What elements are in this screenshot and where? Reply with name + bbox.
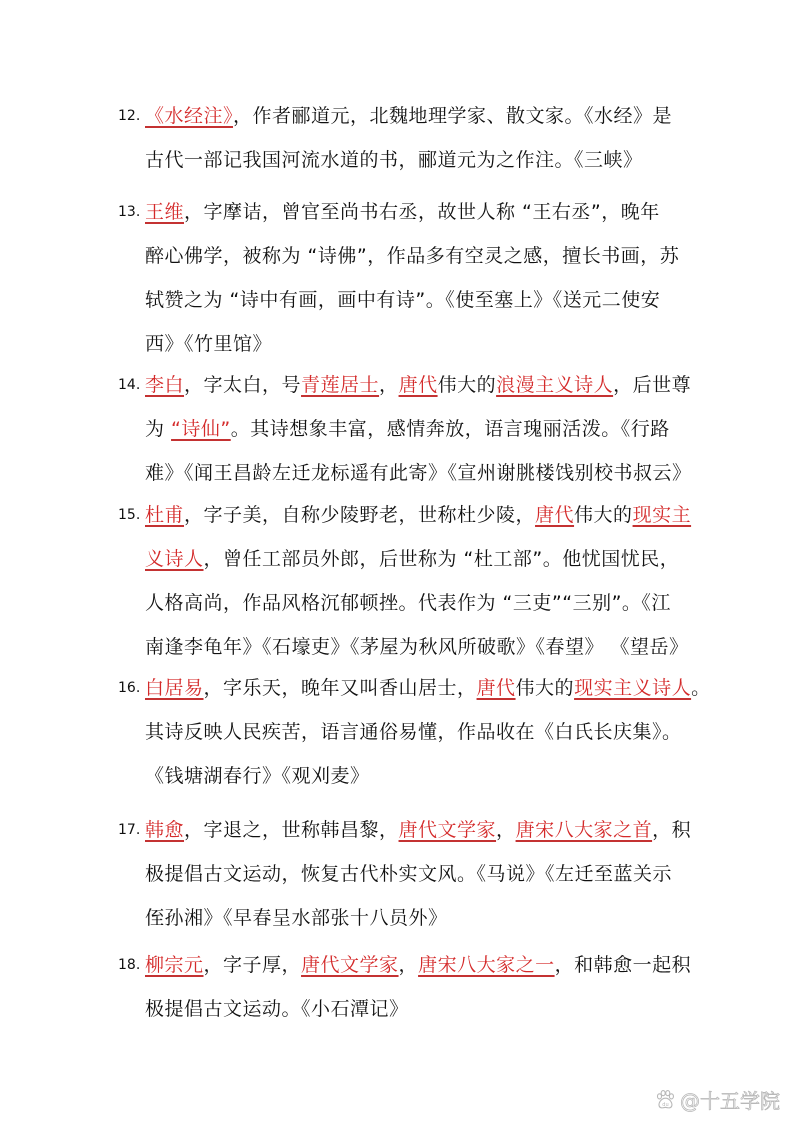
highlighted-term: 唐代 [398, 374, 438, 396]
text-segment: ，曾任工部员外郎，后世称为 “杜工部”。他忧国忧民， [203, 548, 680, 570]
text-segment: 侄孙湘》《早春呈水部张十八员外》 [145, 907, 448, 929]
text-segment: ，和韩愈一起积 [554, 954, 692, 976]
item-body [118, 493, 692, 669]
item-body [118, 94, 688, 182]
text-segment: ， [379, 374, 399, 396]
highlighted-term: 唐代文学家 [301, 954, 399, 976]
text-line [145, 363, 692, 407]
list-item [118, 493, 692, 669]
highlighted-term: 李白 [145, 374, 185, 396]
text-segment: ，字退之，世称韩昌黎， [184, 819, 399, 841]
item-number: 18. [118, 957, 141, 973]
watermark-text: @十五学院 [680, 1089, 780, 1113]
item-body [118, 943, 692, 1031]
highlighted-term: 唐代 [476, 677, 516, 699]
highlighted-term: 王维 [145, 201, 185, 223]
text-line [145, 190, 688, 234]
text-segment: ， [398, 954, 419, 976]
text-segment: 。其诗想象丰富，感情奔放，语言瑰丽活泼。《行路 [230, 418, 670, 440]
text-segment: ，字太白，号 [184, 374, 302, 396]
text-line [145, 322, 688, 366]
text-segment: ，作者郦道元，北魏地理学家、散文家。《水经》是 [233, 105, 673, 127]
highlighted-term: 现实主义诗人 [574, 677, 692, 699]
highlighted-term: 义诗人 [145, 548, 204, 570]
text-line [145, 987, 688, 1031]
highlighted-term: 唐代文学家 [398, 819, 497, 841]
text-line [145, 581, 688, 625]
text-line [145, 94, 688, 138]
item-body [118, 363, 692, 495]
text-segment: 难》《闻王昌龄左迁龙标遥有此寄》《宣州谢朓楼饯别校书叔云》 [145, 462, 692, 484]
watermark [654, 1085, 780, 1114]
highlighted-term: 白居易 [145, 677, 204, 699]
text-segment: 其诗反映人民疾苦，语言通俗易懂，作品收在《白氏长庆集》。 [145, 721, 682, 743]
item-body [118, 190, 688, 366]
text-segment: 古代一部记我国河流水道的书，郦道元为之作注。《三峡》 [145, 149, 643, 171]
highlighted-term: 青莲居士 [301, 374, 380, 396]
highlighted-term: 现实主 [632, 504, 692, 526]
text-segment: 伟大的 [574, 504, 633, 526]
text-line [145, 666, 711, 710]
svg-text:du: du [662, 1101, 669, 1108]
text-line [145, 234, 688, 278]
text-segment: ，积 [652, 819, 692, 841]
baidu-paw-icon [654, 1089, 676, 1111]
item-body [118, 666, 711, 798]
list-item [118, 94, 688, 182]
text-line [145, 943, 692, 987]
highlighted-term: 浪漫主义诗人 [496, 374, 614, 396]
list-item [118, 190, 688, 366]
text-segment: 伟大的 [437, 374, 497, 396]
text-line [145, 407, 688, 451]
text-line [145, 451, 692, 495]
text-line [145, 754, 688, 798]
text-segment: 为 [145, 418, 172, 440]
text-segment: ， [496, 819, 516, 841]
item-number: 12. [118, 108, 141, 124]
item-number: 15. [118, 507, 141, 523]
text-segment: ，后世尊 [613, 374, 692, 396]
text-line [145, 537, 688, 581]
text-segment: 南逢李龟年》《石壕吏》《茅屋为秋风所破歌》《春望》 《望岳》 [145, 636, 689, 658]
list-item [118, 363, 692, 495]
highlighted-term: 《水经注》 [145, 105, 234, 127]
text-segment: 《钱塘湖春行》《观刈麦》 [145, 765, 370, 787]
text-segment: 西》《竹里馆》 [145, 333, 273, 355]
item-number: 13. [118, 204, 141, 220]
item-number: 16. [118, 680, 141, 696]
text-segment: 醉心佛学，被称为 “诗佛”，作品多有空灵之感，擅长书画，苏 [145, 245, 680, 267]
text-segment: ，字子厚， [203, 954, 302, 976]
item-number: 14. [118, 377, 141, 393]
item-number: 17. [118, 822, 141, 838]
text-segment: 轼赞之为 “诗中有画，画中有诗”。《使至塞上》《送元二使安 [145, 289, 661, 311]
text-segment: 人格高尚，作品风格沉郁顿挫。代表作为 “三吏”“三别”。《江 [145, 592, 671, 614]
highlighted-term: 柳宗元 [145, 954, 204, 976]
text-line [145, 278, 688, 322]
text-line [145, 493, 692, 537]
text-segment: 极提倡古文运动。《小石潭记》 [145, 998, 409, 1020]
highlighted-term: 唐宋八大家之一 [418, 954, 555, 976]
text-segment: ，字乐天，晚年又叫香山居士， [203, 677, 477, 699]
highlighted-term: 唐宋八大家之首 [515, 819, 653, 841]
highlighted-term: 韩愈 [145, 819, 185, 841]
highlighted-term: 唐代 [535, 504, 575, 526]
highlighted-term: 杜甫 [145, 504, 185, 526]
text-segment: 。 [691, 677, 711, 699]
text-line [145, 896, 688, 940]
highlighted-term: “诗仙” [171, 418, 231, 440]
text-segment: 极提倡古文运动，恢复古代朴实文风。《马说》《左迁至蓝关示 [145, 863, 673, 885]
text-line [145, 808, 692, 852]
list-item [118, 808, 692, 940]
list-item [118, 666, 711, 798]
text-line [145, 625, 688, 669]
text-line [145, 852, 688, 896]
text-line [145, 710, 688, 754]
text-segment: 伟大的 [515, 677, 575, 699]
text-segment: ，字摩诘，曾官至尚书右丞，故世人称 “王右丞”，晚年 [184, 201, 660, 223]
text-line [145, 138, 688, 182]
list-item [118, 943, 692, 1031]
item-body [118, 808, 692, 940]
text-segment: ，字子美，自称少陵野老，世称杜少陵， [184, 504, 536, 526]
